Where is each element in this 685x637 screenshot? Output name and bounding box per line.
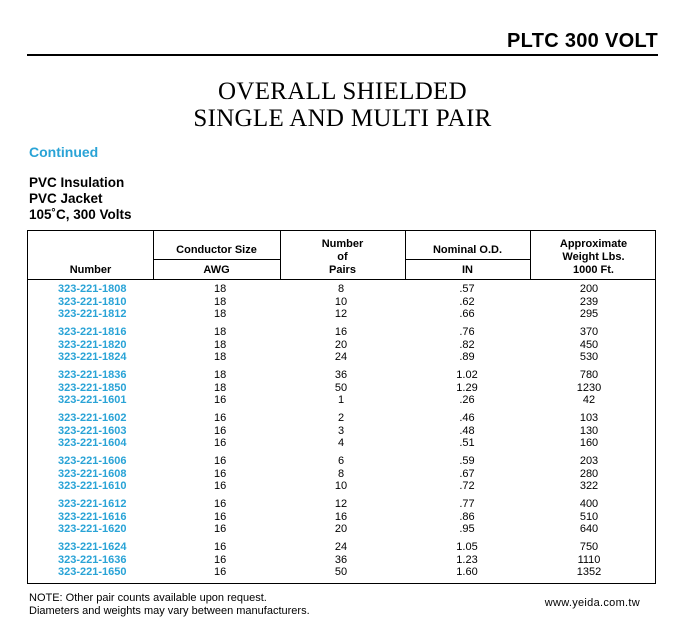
cell-weight: 510 xyxy=(579,510,599,523)
cell-weight: 42 xyxy=(582,394,596,407)
header-weight-3: 1000 Ft. xyxy=(573,264,614,276)
cell-number: 323-221-1608 xyxy=(58,467,127,480)
cell-pairs: 6 xyxy=(337,455,345,467)
cell-number: 323-221-1606 xyxy=(58,455,127,467)
cell-pairs: 12 xyxy=(334,498,348,510)
page-title-line-2: SINGLE AND MULTI PAIR xyxy=(193,105,492,132)
page-title-line-1: OVERALL SHIELDED xyxy=(218,78,467,105)
cell-pairs: 3 xyxy=(337,424,345,437)
header-number: Number xyxy=(69,264,112,276)
table-row: 323-221-1610 16 10 .72 322 xyxy=(58,480,599,493)
header-pairs-1: Number xyxy=(321,238,364,250)
website-label: www.yeida.com.tw xyxy=(544,597,640,609)
table-row: 323-221-1602 16 2 .46 103 xyxy=(58,412,599,424)
cell-weight: 1230 xyxy=(576,381,602,394)
cell-weight: 200 xyxy=(579,283,599,295)
cell-weight: 450 xyxy=(579,338,599,351)
cell-weight: 750 xyxy=(579,541,599,553)
cell-number: 323-221-1604 xyxy=(58,437,127,450)
note xyxy=(29,592,310,618)
cell-od: .89 xyxy=(459,351,475,364)
cell-od: .59 xyxy=(459,455,475,467)
table-row: 323-221-1603 16 3 .48 130 xyxy=(58,424,599,437)
cell-pairs: 8 xyxy=(337,467,345,480)
cell-weight: 295 xyxy=(579,308,599,321)
cell-number: 323-221-1603 xyxy=(58,424,127,437)
table-row: 323-221-1816 18 16 .76 370 xyxy=(58,326,599,338)
cell-pairs: 20 xyxy=(334,338,348,351)
cell-pairs: 36 xyxy=(334,553,348,566)
page-title xyxy=(0,78,685,132)
cell-pairs: 16 xyxy=(334,510,348,523)
cell-pairs: 10 xyxy=(334,480,348,493)
continued-label: Continued xyxy=(29,144,99,160)
cable-table xyxy=(27,230,656,584)
table-row: 323-221-1604 16 4 .51 160 xyxy=(58,437,599,450)
cell-pairs: 24 xyxy=(334,351,348,364)
cell-weight: 103 xyxy=(579,412,599,424)
cell-od: .62 xyxy=(459,295,475,308)
header-pairs-3: Pairs xyxy=(329,264,356,276)
cell-number: 323-221-1836 xyxy=(58,369,127,381)
table-row: 323-221-1601 16 1 .26 42 xyxy=(58,394,596,407)
cell-number: 323-221-1620 xyxy=(58,523,127,536)
cell-od: 1.23 xyxy=(456,553,478,566)
table-row: 323-221-1612 16 12 .77 400 xyxy=(58,498,599,510)
note-line-1: NOTE: Other pair counts available upon request. xyxy=(29,592,267,604)
header-pairs-2: of xyxy=(337,251,348,263)
cell-number: 323-221-1808 xyxy=(58,283,127,295)
cell-number: 323-221-1816 xyxy=(58,326,127,338)
cell-pairs: 8 xyxy=(337,283,345,295)
header-in: IN xyxy=(462,264,473,276)
cell-pairs: 1 xyxy=(337,394,345,407)
cell-od: .67 xyxy=(459,467,475,480)
header-conductor-size: Conductor Size xyxy=(176,244,257,256)
table-row: 323-221-1606 16 6 .59 203 xyxy=(58,455,599,467)
header-rule xyxy=(27,54,658,56)
cell-od: .95 xyxy=(459,523,475,536)
table-row: 323-221-1808 18 8 .57 200 xyxy=(58,283,599,295)
cell-number: 323-221-1824 xyxy=(58,351,127,364)
header-awg: AWG xyxy=(203,264,230,276)
cell-weight: 1110 xyxy=(577,553,601,566)
header-divider xyxy=(28,279,655,280)
cell-number: 323-221-1616 xyxy=(58,510,127,523)
cell-od: 1.60 xyxy=(456,566,478,579)
cell-weight: 130 xyxy=(579,424,599,437)
cell-weight: 160 xyxy=(579,437,599,450)
cell-weight: 530 xyxy=(579,351,599,364)
cell-od: .72 xyxy=(459,480,475,493)
cell-weight: 322 xyxy=(579,480,599,493)
cell-number: 323-221-1624 xyxy=(58,541,127,553)
cell-number: 323-221-1636 xyxy=(58,553,127,566)
cell-weight: 400 xyxy=(579,498,599,510)
cell-weight: 239 xyxy=(579,295,599,308)
spec-rating: 105˚C, 300 Volts xyxy=(29,207,132,222)
table-row: 323-221-1850 18 50 1.29 1230 xyxy=(58,381,602,394)
cell-od: .86 xyxy=(459,510,475,523)
cell-weight: 640 xyxy=(579,523,599,536)
cell-od: 1.02 xyxy=(456,369,478,381)
table-row: 323-221-1810 18 10 .62 239 xyxy=(58,295,599,308)
table-row: 323-221-1616 16 16 .86 510 xyxy=(58,510,599,523)
header-sub-divider xyxy=(153,259,280,260)
note-line-2: Diameters and weights may vary between manufacturers. xyxy=(29,605,310,617)
cell-number: 323-221-1820 xyxy=(58,338,127,351)
cell-number: 323-221-1650 xyxy=(58,566,127,579)
cell-pairs: 50 xyxy=(334,381,348,394)
cell-number: 323-221-1812 xyxy=(58,308,127,321)
cell-od: .26 xyxy=(459,394,475,407)
cell-number: 323-221-1612 xyxy=(58,498,127,510)
table-row: 323-221-1624 16 24 1.05 750 xyxy=(58,541,599,553)
table-row: 323-221-1836 18 36 1.02 780 xyxy=(58,369,599,381)
cell-od: .76 xyxy=(459,326,475,338)
table-row: 323-221-1636 16 36 1.23 1110 xyxy=(58,553,601,566)
cell-od: .51 xyxy=(459,437,475,450)
cell-pairs: 36 xyxy=(334,369,348,381)
table-row: 323-221-1824 18 24 .89 530 xyxy=(58,351,599,364)
cell-od: .82 xyxy=(459,338,475,351)
header-nominal-od: Nominal O.D. xyxy=(432,244,503,256)
table-row: 323-221-1650 16 50 1.60 1352 xyxy=(58,566,602,579)
cell-od: .48 xyxy=(459,424,475,437)
spec-jacket: PVC Jacket xyxy=(29,191,103,206)
table-row: 323-221-1820 18 20 .82 450 xyxy=(58,338,599,351)
header-weight-1: Approximate xyxy=(559,238,628,250)
cell-number: 323-221-1601 xyxy=(58,394,127,407)
header-title: PLTC 300 VOLT xyxy=(507,30,658,52)
cell-od: 1.05 xyxy=(456,541,478,553)
cell-pairs: 16 xyxy=(334,326,348,338)
cell-weight: 370 xyxy=(579,326,599,338)
header-sub-divider xyxy=(405,259,530,260)
cell-od: .77 xyxy=(459,498,475,510)
cell-od: .66 xyxy=(459,308,475,321)
table-row: 323-221-1620 16 20 .95 640 xyxy=(58,523,599,536)
cell-number: 323-221-1602 xyxy=(58,412,127,424)
cell-od: 1.29 xyxy=(456,381,478,394)
cell-pairs: 10 xyxy=(334,295,348,308)
cell-pairs: 2 xyxy=(337,412,345,424)
cell-weight: 780 xyxy=(579,369,599,381)
header-weight-2: Weight Lbs. xyxy=(562,251,625,263)
cell-pairs: 50 xyxy=(334,566,348,579)
cell-number: 323-221-1610 xyxy=(58,480,127,493)
cell-number: 323-221-1810 xyxy=(58,295,127,308)
cell-weight: 1352 xyxy=(576,566,602,579)
cell-number: 323-221-1850 xyxy=(58,381,127,394)
cell-od: .57 xyxy=(459,283,475,295)
table-row: 323-221-1812 18 12 .66 295 xyxy=(58,308,599,321)
cell-pairs: 4 xyxy=(337,437,345,450)
cell-weight: 203 xyxy=(579,455,599,467)
table-row: 323-221-1608 16 8 .67 280 xyxy=(58,467,599,480)
spec-block xyxy=(29,175,132,223)
cell-pairs: 12 xyxy=(334,308,348,321)
cell-weight: 280 xyxy=(579,467,599,480)
cell-od: .46 xyxy=(459,412,475,424)
cell-pairs: 20 xyxy=(334,523,348,536)
cell-pairs: 24 xyxy=(334,541,348,553)
spec-insulation: PVC Insulation xyxy=(29,175,125,190)
